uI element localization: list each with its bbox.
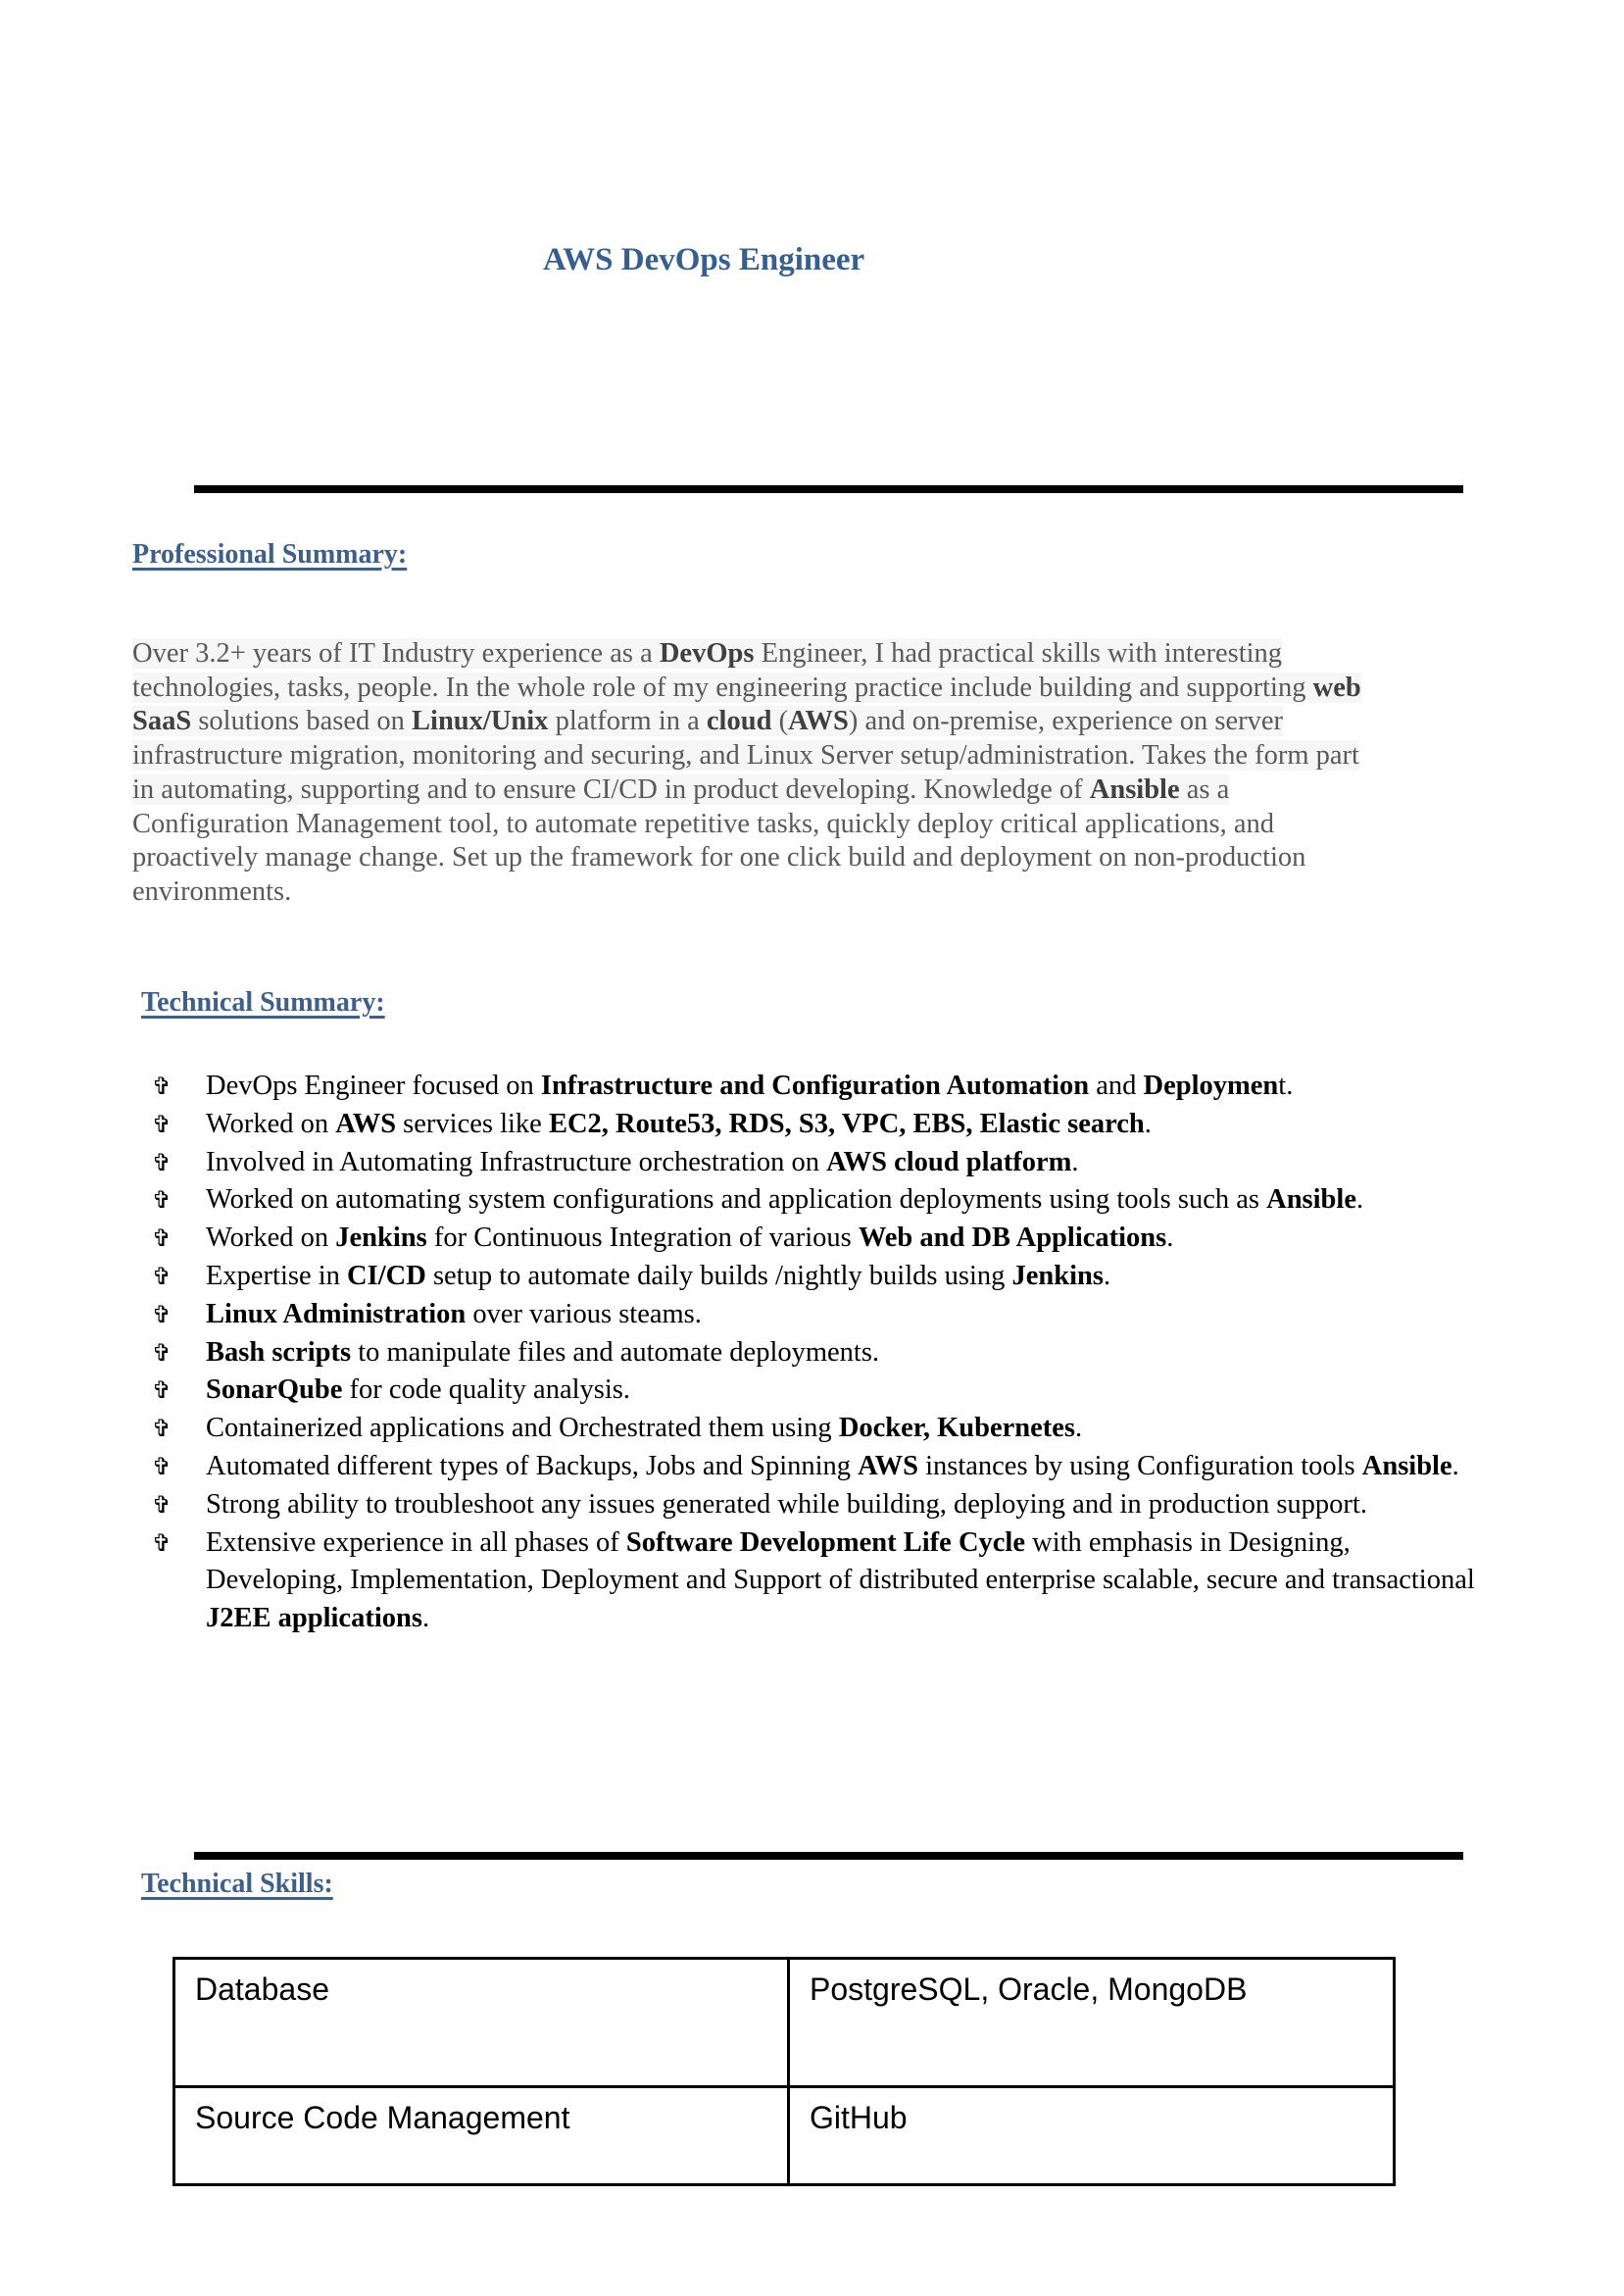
summary-line: SaaS solutions based on Linux/Unix platform in a cloud (AWS) and on-premise, experience on server bbox=[132, 706, 1283, 737]
cross-bullet-icon: ✞ bbox=[151, 1300, 172, 1328]
list-item: ✞ Extensive experience in all phases of Software Development Life Cycle with emphasis in Designing, Developing, Implementation, Deployment and Support of distributed enterprise scalable, secure and transactional J2EE applications. bbox=[147, 1524, 1490, 1638]
cross-bullet-icon: ✞ bbox=[151, 1528, 172, 1557]
bold-term: Jenkins bbox=[335, 1223, 427, 1254]
cross-bullet-icon: ✞ bbox=[151, 1186, 172, 1215]
cross-bullet-icon: ✞ bbox=[151, 1490, 172, 1519]
professional-summary-heading: Professional Summary: bbox=[132, 539, 408, 570]
list-item: ✞ Automated different types of Backups, Jobs and Spinning AWS instances by using Configuration tools Ansible. bbox=[147, 1448, 1490, 1486]
bold-term: SaaS bbox=[132, 706, 192, 737]
summary-line: environments. bbox=[132, 875, 292, 907]
bold-term: Ansible bbox=[1089, 774, 1180, 805]
technical-skills-table bbox=[172, 1957, 1396, 2186]
technical-skills-heading: Technical Skills: bbox=[141, 1869, 333, 1899]
summary-line: proactively manage change. Set up the framework for one click build and deployment on non-production bbox=[132, 842, 1306, 873]
list-item: ✞ Containerized applications and Orchestrated them using Docker, Kubernetes. bbox=[147, 1410, 1490, 1448]
divider-top bbox=[194, 485, 1463, 493]
bold-term: AWS cloud platform bbox=[826, 1146, 1072, 1177]
bold-term: Software Development Life Cycle bbox=[625, 1526, 1025, 1558]
bold-term: DevOps bbox=[659, 638, 755, 669]
cross-bullet-icon: ✞ bbox=[151, 1148, 172, 1176]
cross-bullet-icon: ✞ bbox=[151, 1338, 172, 1367]
bold-term: Docker, Kubernetes bbox=[838, 1413, 1075, 1444]
list-item: ✞ Worked on AWS services like EC2, Route53, RDS, S3, VPC, EBS, Elastic search. bbox=[147, 1106, 1490, 1144]
skills-value-cell: GitHub bbox=[789, 2087, 1395, 2185]
professional-summary-text bbox=[132, 637, 1485, 910]
skills-value-cell: PostgreSQL, Oracle, MongoDB bbox=[789, 1959, 1395, 2087]
bold-term: AWS bbox=[858, 1450, 918, 1481]
document-title: AWS DevOps Engineer bbox=[543, 242, 865, 277]
cross-bullet-icon: ✞ bbox=[151, 1224, 172, 1253]
technical-summary-heading: Technical Summary: bbox=[141, 987, 385, 1018]
bold-term: Web and DB Applications bbox=[858, 1223, 1167, 1254]
bold-term: Bash scripts bbox=[206, 1336, 352, 1368]
cross-bullet-icon: ✞ bbox=[151, 1262, 172, 1290]
summary-line: technologies, tasks, people. In the whole role of my engineering practice include building and supporting web bbox=[132, 672, 1361, 703]
list-item: ✞ Bash scripts to manipulate files and automate deployments. bbox=[147, 1334, 1490, 1373]
bold-term: Ansible bbox=[1266, 1184, 1356, 1216]
cross-bullet-icon: ✞ bbox=[151, 1452, 172, 1480]
list-item: ✞ DevOps Engineer focused on Infrastructure and Configuration Automation and Deployment. bbox=[147, 1068, 1490, 1106]
list-item: ✞ Worked on automating system configurations and application deployments using tools such as Ansible. bbox=[147, 1181, 1490, 1220]
bold-term: web bbox=[1312, 672, 1361, 703]
summary-line: Over 3.2+ years of IT Industry experience as a DevOps Engineer, I had practical skills with interesting bbox=[132, 638, 1283, 669]
skills-category-cell: Database bbox=[174, 1959, 789, 2087]
bold-term: Deploymen bbox=[1143, 1071, 1279, 1101]
bold-term: Jenkins bbox=[1011, 1260, 1104, 1291]
bold-term: AWS bbox=[788, 706, 849, 737]
cross-bullet-icon: ✞ bbox=[151, 1376, 172, 1405]
list-item: ✞ Linux Administration over various steams. bbox=[147, 1296, 1490, 1334]
cross-bullet-icon: ✞ bbox=[151, 1415, 172, 1443]
bold-term: cloud bbox=[706, 706, 772, 737]
list-item: ✞ Strong ability to troubleshoot any issues generated while building, deploying and in production support. bbox=[147, 1486, 1490, 1524]
cross-bullet-icon: ✞ bbox=[151, 1073, 172, 1100]
bold-term: SonarQube bbox=[206, 1374, 343, 1406]
bold-term: Linux/Unix bbox=[412, 706, 549, 737]
bold-term: Linux Administration bbox=[206, 1298, 467, 1329]
technical-summary-list bbox=[147, 1068, 1490, 1638]
bold-term: EC2, Route53, RDS, S3, VPC, EBS, Elastic search bbox=[548, 1108, 1145, 1139]
skills-category-cell: Source Code Management bbox=[174, 2087, 789, 2185]
bold-term: J2EE applications bbox=[206, 1603, 422, 1634]
summary-line: in automating, supporting and to ensure CI/CD in product developing. Knowledge of Ansible as a bbox=[132, 774, 1230, 805]
skills-row bbox=[174, 1959, 1395, 2087]
list-item: ✞ Worked on Jenkins for Continuous Integration of various Web and DB Applications. bbox=[147, 1220, 1490, 1258]
cross-bullet-icon: ✞ bbox=[151, 1110, 172, 1138]
summary-line: infrastructure migration, monitoring and securing, and Linux Server setup/administration. Takes the form part bbox=[132, 740, 1359, 772]
skills-row bbox=[174, 2087, 1395, 2185]
summary-line: Configuration Management tool, to automate repetitive tasks, quickly deploy critical applications, and bbox=[132, 808, 1275, 839]
list-item: ✞ SonarQube for code quality analysis. bbox=[147, 1372, 1490, 1410]
bold-term: Ansible bbox=[1361, 1450, 1452, 1481]
list-item: ✞ Involved in Automating Infrastructure orchestration on AWS cloud platform. bbox=[147, 1144, 1490, 1182]
divider-bottom bbox=[194, 1852, 1463, 1860]
bold-term: Infrastructure and Configuration Automation bbox=[540, 1071, 1090, 1101]
bold-term: AWS bbox=[335, 1108, 397, 1139]
list-item: ✞ Expertise in CI/CD setup to automate daily builds /nightly builds using Jenkins. bbox=[147, 1258, 1490, 1296]
bold-term: CI/CD bbox=[347, 1260, 426, 1291]
